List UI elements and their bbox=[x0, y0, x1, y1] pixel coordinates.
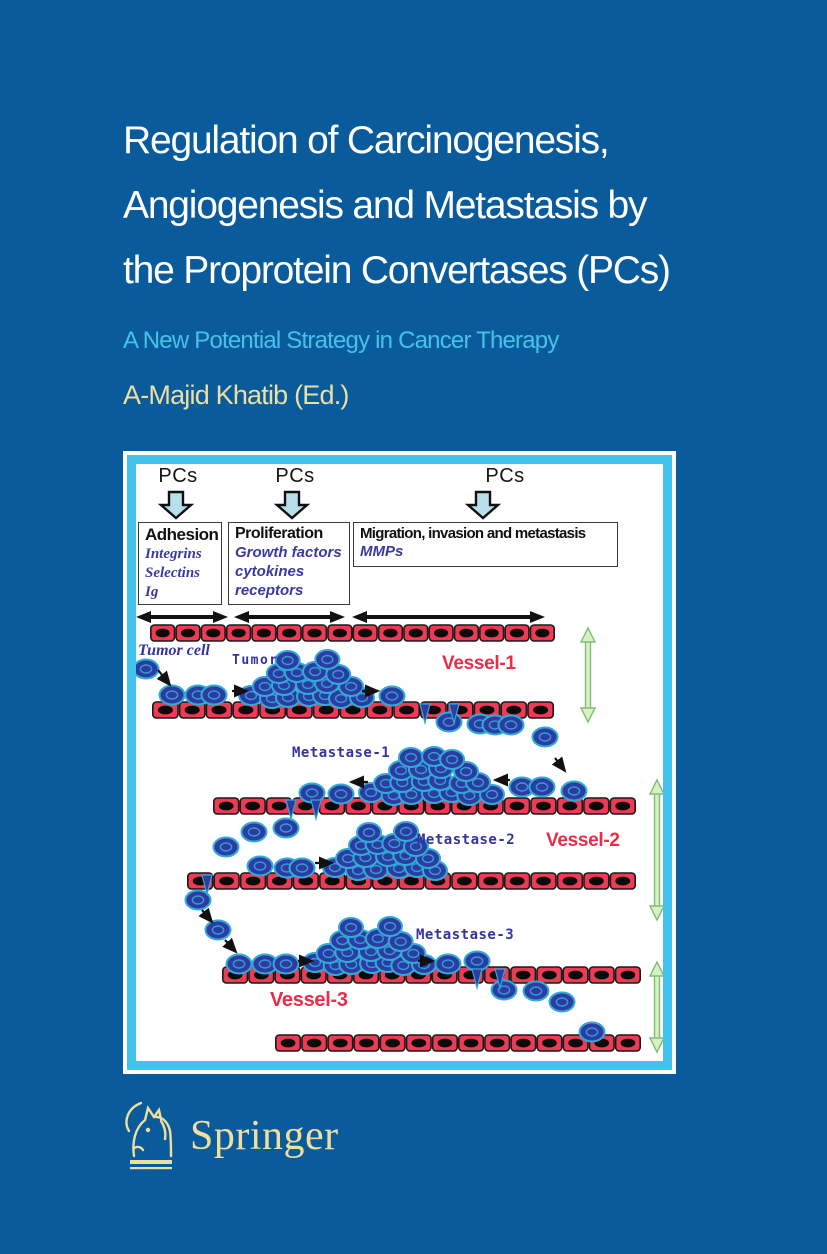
vessel-cell-nucleus bbox=[516, 1039, 531, 1048]
figure-canvas bbox=[136, 464, 663, 1061]
tumor-cell bbox=[202, 686, 227, 705]
vessel-cell-nucleus bbox=[409, 629, 423, 638]
vessel-cell-nucleus bbox=[219, 802, 234, 811]
double-arrow-left-head bbox=[136, 611, 151, 623]
pc-down-arrow-icon bbox=[277, 492, 307, 518]
vessel-cell-nucleus bbox=[615, 802, 630, 811]
book-title bbox=[123, 108, 670, 303]
vessel-cell-nucleus bbox=[568, 1039, 583, 1048]
vessel-cell-nucleus bbox=[457, 877, 472, 886]
adhesion-box bbox=[138, 522, 222, 605]
pc-down-arrow-icon bbox=[468, 492, 498, 518]
vessel-cell-nucleus bbox=[246, 877, 261, 886]
tumor-cell bbox=[290, 859, 315, 878]
vessel-cell-nucleus bbox=[411, 1039, 426, 1048]
title-line-3: the Proprotein Convertases (PCs) bbox=[123, 249, 670, 292]
tumor-cell bbox=[227, 955, 252, 974]
metastase-2-label: Metastase-2 bbox=[417, 832, 516, 848]
vessel-cell-nucleus bbox=[272, 802, 287, 811]
vessel-cell-nucleus bbox=[542, 1039, 557, 1048]
tumor-cell bbox=[206, 921, 231, 940]
figure-frame bbox=[127, 455, 672, 1070]
vessel-cell-nucleus bbox=[438, 1039, 453, 1048]
movement-arrow bbox=[202, 910, 212, 922]
vessel-cell-nucleus bbox=[281, 1039, 296, 1048]
publisher-name: Springer bbox=[190, 1113, 339, 1159]
tumor-cell bbox=[533, 728, 558, 747]
vessel-cell-nucleus bbox=[238, 706, 253, 715]
vessel-cell-nucleus bbox=[211, 706, 226, 715]
figure-panel bbox=[123, 451, 676, 1074]
vessel-cell-nucleus bbox=[325, 877, 340, 886]
vessel-cell-nucleus bbox=[510, 877, 525, 886]
vessel-cell-nucleus bbox=[307, 629, 321, 638]
vessel-cell-nucleus bbox=[485, 629, 499, 638]
vessel-cell-nucleus bbox=[399, 706, 414, 715]
vessel-cell-nucleus bbox=[156, 629, 170, 638]
vessel-cell-nucleus bbox=[333, 1039, 348, 1048]
double-arrow-right-head bbox=[213, 611, 228, 623]
tumor-cell bbox=[436, 955, 461, 974]
vessel-cell-nucleus bbox=[292, 706, 307, 715]
vessel-cell-nucleus bbox=[319, 706, 334, 715]
proliferation-box-title: Proliferation bbox=[235, 525, 323, 542]
book-subtitle: A New Potential Strategy in Cancer Therapy bbox=[123, 327, 559, 354]
green-arrow-shaft bbox=[655, 792, 660, 908]
migration-item-mmps: MMPs bbox=[360, 543, 404, 560]
vessel-cell-nucleus bbox=[358, 629, 372, 638]
vessel-cell-nucleus bbox=[232, 629, 246, 638]
vessel-cell-nucleus bbox=[257, 629, 271, 638]
vessel-cell-nucleus bbox=[490, 1039, 505, 1048]
proliferation-item-growth-factors: Growth factors bbox=[235, 544, 342, 561]
title-line-2: Angiogenesis and Metastasis by bbox=[123, 184, 647, 227]
vessel-cell-nucleus bbox=[563, 877, 578, 886]
tumor-label: Tumor bbox=[232, 653, 279, 668]
proliferation-item-receptors: receptors bbox=[235, 582, 304, 599]
vessel-cell-nucleus bbox=[533, 706, 548, 715]
movement-arrow bbox=[158, 670, 170, 685]
book-author: A-Majid Khatib (Ed.) bbox=[123, 380, 349, 410]
vessel-cell-nucleus bbox=[219, 877, 234, 886]
proliferation-box bbox=[228, 522, 350, 605]
vessel-cell-nucleus bbox=[351, 802, 366, 811]
tumor-cell bbox=[214, 838, 239, 857]
green-arrow-down-head bbox=[650, 906, 663, 920]
vessel-2-label: Vessel-2 bbox=[546, 830, 620, 851]
movement-arrow bbox=[555, 758, 565, 771]
tumor-cell bbox=[550, 993, 575, 1012]
vessel-cell-nucleus bbox=[158, 706, 173, 715]
vessel-cell-nucleus bbox=[536, 877, 551, 886]
tumor-cell bbox=[562, 782, 587, 801]
green-arrow-down-head bbox=[581, 708, 595, 722]
migration-box bbox=[353, 522, 618, 567]
green-arrow-up-head bbox=[650, 962, 663, 976]
metastase-1-label: Metastase-1 bbox=[292, 745, 391, 761]
adhesion-item-integrins: Integrins bbox=[145, 546, 202, 562]
tumor-cell bbox=[329, 785, 354, 804]
vessel-cell-nucleus bbox=[594, 971, 609, 980]
tumor-cell bbox=[248, 857, 273, 876]
vessel-cell-nucleus bbox=[563, 802, 578, 811]
tumor-cell bbox=[465, 952, 490, 971]
pcs-label-1: PCs bbox=[158, 465, 198, 487]
vessel-cell-nucleus bbox=[589, 802, 604, 811]
green-arrow-up-head bbox=[650, 780, 663, 794]
vessel-cell-nucleus bbox=[464, 1039, 479, 1048]
vessel-cell-nucleus bbox=[385, 1039, 400, 1048]
tumor-cell bbox=[160, 686, 185, 705]
green-arrow-shaft bbox=[655, 974, 660, 1040]
movement-arrow bbox=[225, 940, 236, 952]
vessel-cell-nucleus bbox=[589, 877, 604, 886]
vessel-cell-nucleus bbox=[615, 877, 630, 886]
vessel-cell-nucleus bbox=[568, 971, 583, 980]
vessel-cell-nucleus bbox=[510, 629, 524, 638]
vessel-cell-nucleus bbox=[542, 971, 557, 980]
cluster-cell bbox=[339, 918, 363, 937]
tumor-cell-label: Tumor cell bbox=[138, 642, 210, 659]
vessel-cell-nucleus bbox=[181, 629, 195, 638]
pcs-label-3: PCs bbox=[485, 465, 525, 487]
vessel-1-label: Vessel-1 bbox=[442, 653, 516, 674]
double-arrow-right-head bbox=[330, 611, 345, 623]
tumor-cell bbox=[274, 819, 299, 838]
vessel-cell-nucleus bbox=[621, 971, 636, 980]
pc-down-arrow-icon bbox=[161, 492, 191, 518]
vessel-cell-nucleus bbox=[516, 971, 531, 980]
adhesion-item-ig: Ig bbox=[145, 584, 159, 600]
vessel-cell-nucleus bbox=[333, 629, 347, 638]
pcs-label-2: PCs bbox=[275, 465, 315, 487]
vessel-cell-nucleus bbox=[359, 1039, 374, 1048]
green-arrow-shaft bbox=[586, 640, 591, 710]
vessel-cell-nucleus bbox=[372, 706, 387, 715]
vessel-cell-nucleus bbox=[307, 1039, 322, 1048]
vessel-cell-nucleus bbox=[245, 802, 260, 811]
tumor-cell bbox=[524, 982, 549, 1001]
adhesion-box-title: Adhesion bbox=[145, 525, 219, 544]
vessel-cell-nucleus bbox=[536, 802, 551, 811]
vessel-cell-nucleus bbox=[206, 629, 220, 638]
metastase-3-label: Metastase-3 bbox=[416, 927, 515, 943]
cluster-cell bbox=[399, 748, 423, 767]
cluster-cell bbox=[357, 823, 381, 842]
tumor-cell bbox=[580, 1023, 605, 1042]
tumor-cell bbox=[499, 716, 524, 735]
cluster-cell bbox=[276, 651, 300, 670]
tumor-cell bbox=[380, 687, 405, 706]
publisher-logo bbox=[120, 1100, 339, 1172]
tumor-cell bbox=[242, 823, 267, 842]
migration-box-title: Migration, invasion and metastasis bbox=[360, 525, 586, 542]
vessel-cell-nucleus bbox=[535, 629, 549, 638]
vessel-cell-nucleus bbox=[621, 1039, 636, 1048]
green-arrow-up-head bbox=[581, 628, 595, 642]
cluster-cell bbox=[440, 750, 464, 769]
vessel-cell-nucleus bbox=[459, 629, 473, 638]
adhesion-item-selectins: Selectins bbox=[145, 565, 200, 581]
springer-horse-icon bbox=[120, 1100, 176, 1172]
tumor-cell bbox=[437, 713, 462, 732]
vessel-cell-nucleus bbox=[483, 877, 498, 886]
vessel-cell-nucleus bbox=[506, 706, 521, 715]
vessel-cell-nucleus bbox=[282, 629, 296, 638]
proliferation-item-cytokines: cytokines bbox=[235, 563, 305, 580]
vessel-cell-nucleus bbox=[510, 802, 525, 811]
title-line-1: Regulation of Carcinogenesis, bbox=[123, 119, 609, 162]
double-arrow-left-head bbox=[234, 611, 249, 623]
cluster-cell bbox=[378, 917, 402, 936]
cluster-cell bbox=[315, 650, 339, 669]
tumor-cell bbox=[274, 955, 299, 974]
green-arrow-down-head bbox=[650, 1038, 663, 1052]
vessel-cell-nucleus bbox=[479, 706, 494, 715]
tumor-cell bbox=[136, 660, 159, 679]
tumor-cell bbox=[530, 778, 555, 797]
double-arrow-left-head bbox=[352, 611, 367, 623]
tumor-cell bbox=[492, 981, 517, 1000]
vessel-cell-nucleus bbox=[434, 629, 448, 638]
vessel-cell-nucleus bbox=[185, 706, 200, 715]
double-arrow-right-head bbox=[530, 611, 545, 623]
vessel-3-label: Vessel-3 bbox=[270, 989, 348, 1011]
vessel-cell-nucleus bbox=[383, 629, 397, 638]
cluster-cell bbox=[394, 822, 418, 841]
